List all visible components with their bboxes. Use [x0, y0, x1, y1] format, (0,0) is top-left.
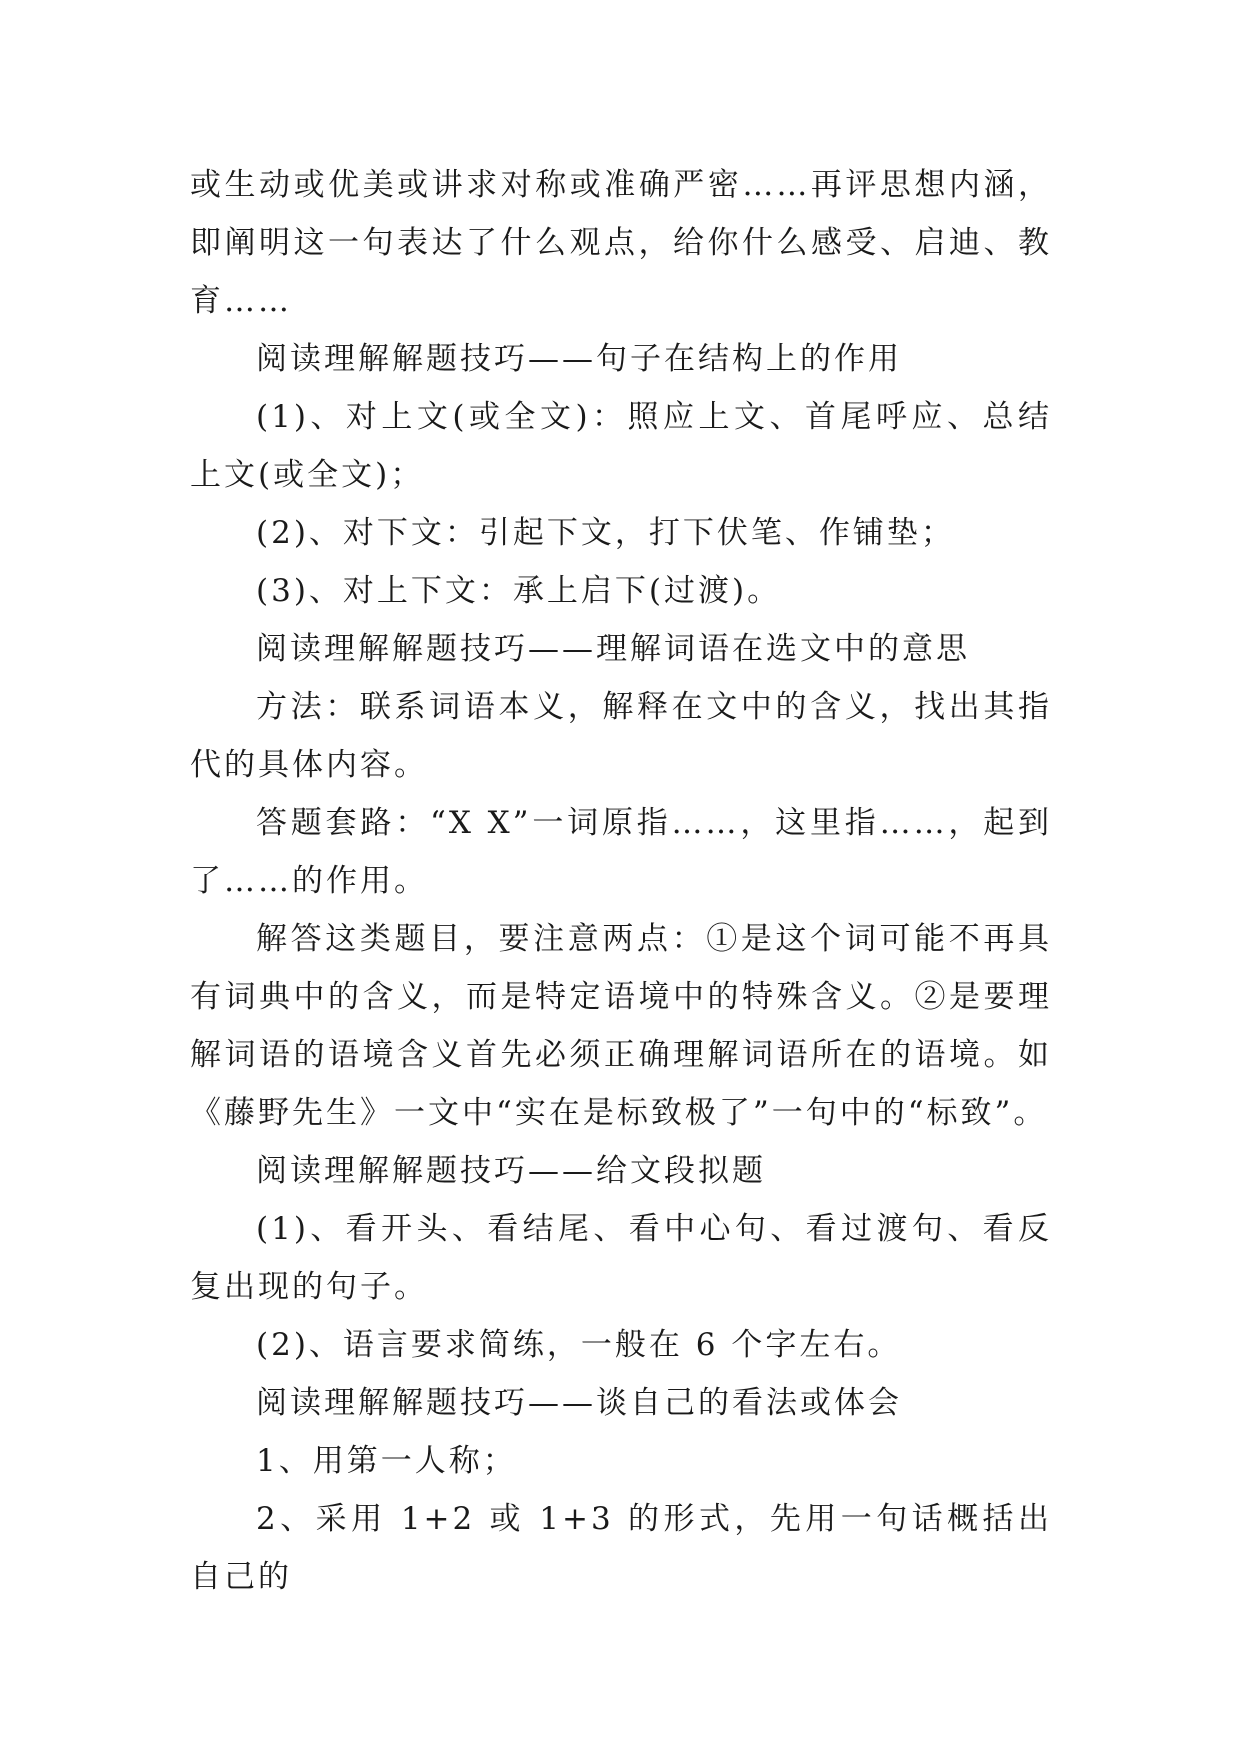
paragraph: 解答这类题目，要注意两点：①是这个词可能不再具有词典中的含义，而是特定语境中的特殊含义。②是要理解词语的语境含义首先必须正确理解词语所在的语境。如《藤野先生》一文中“实在是标致极了”一句中的“标致”。 — [190, 921, 1052, 1131]
list-item: (3)、对上下文：承上启下(过渡)。 — [256, 573, 782, 609]
list-item: (2)、语言要求简练，一般在 6 个字左右。 — [256, 1327, 902, 1363]
list-item: (1)、对上文(或全文)：照应上文、首尾呼应、总结上文(或全文)； — [190, 399, 1052, 493]
section-heading-title: 阅读理解解题技巧——给文段拟题 — [256, 1153, 766, 1189]
section-heading-word-meaning: 阅读理解解题技巧——理解词语在选文中的意思 — [256, 631, 970, 667]
list-item: 1、用第一人称； — [256, 1443, 517, 1479]
section-heading-opinion: 阅读理解解题技巧——谈自己的看法或体会 — [256, 1385, 902, 1421]
document-body — [190, 156, 1052, 1606]
paragraph: 方法：联系词语本义，解释在文中的含义，找出其指代的具体内容。 — [190, 689, 1052, 783]
list-item: 2、采用 1+2 或 1+3 的形式，先用一句话概括出自己的 — [190, 1501, 1052, 1595]
paragraph: 答题套路：“X X”一词原指……，这里指……，起到了……的作用。 — [190, 805, 1052, 899]
paragraph: 或生动或优美或讲求对称或准确严密……再评思想内涵，即阐明这一句表达了什么观点，给你什么感受、启迪、教育…… — [190, 167, 1052, 319]
section-heading-structure: 阅读理解解题技巧——句子在结构上的作用 — [256, 341, 902, 377]
list-item: (1)、看开头、看结尾、看中心句、看过渡句、看反复出现的句子。 — [190, 1211, 1052, 1305]
list-item: (2)、对下文：引起下文，打下伏笔、作铺垫； — [256, 515, 955, 551]
